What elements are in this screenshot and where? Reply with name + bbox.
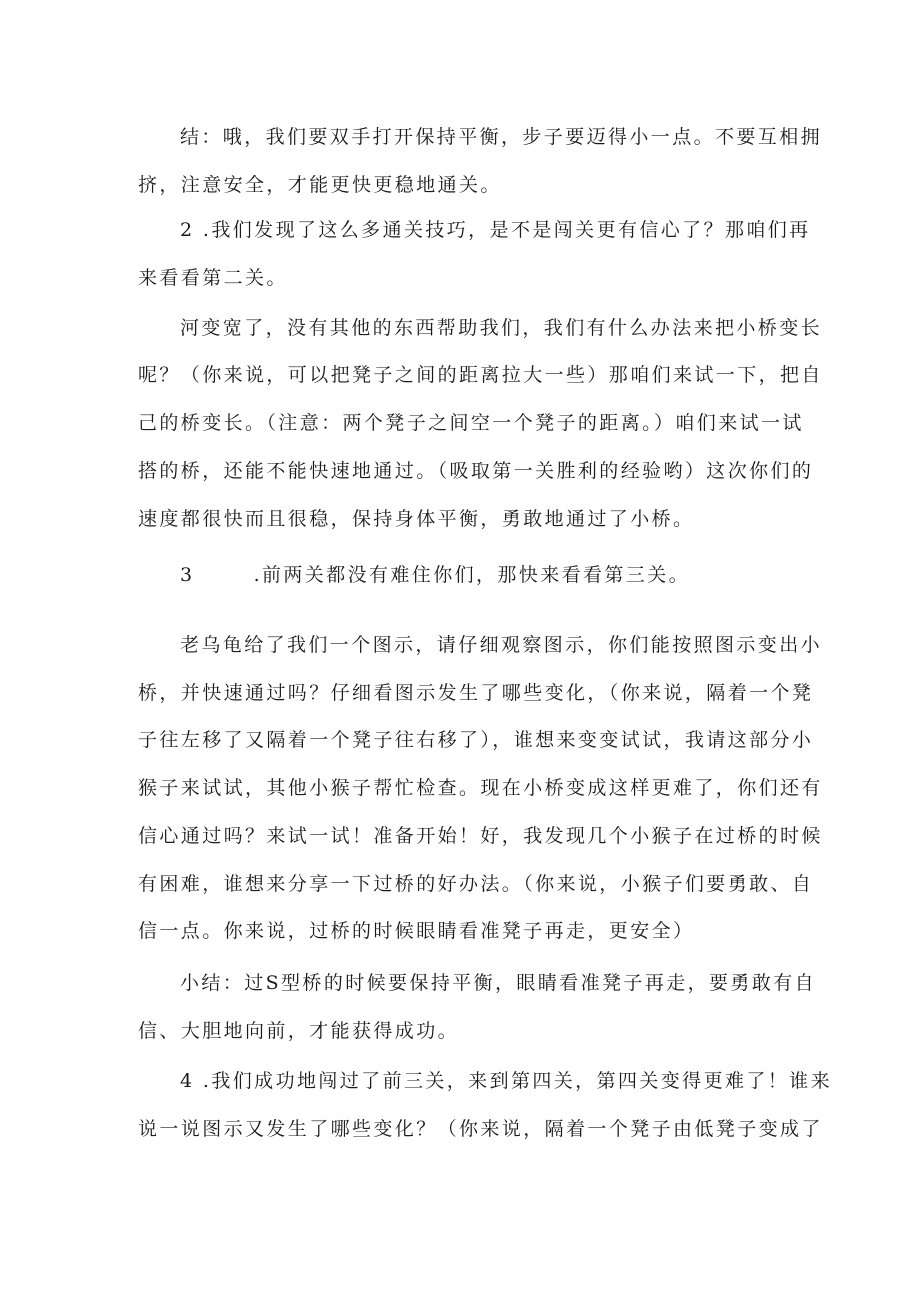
text-line: 结：哦，我们要双手打开保持平衡，步子要迈得小一点。不要互相拥 bbox=[180, 126, 823, 148]
text-line: 己的桥变长。（注意：两个凳子之间空一个凳子的距离。）咱们来试一试 bbox=[138, 412, 804, 434]
text-line: 2 .我们发现了这么多通关技巧，是不是闯关更有信心了？那咱们再 bbox=[180, 219, 811, 241]
text-line: 呢？（你来说，可以把凳子之间的距离拉大一些）那咱们来试一下，把自 bbox=[138, 364, 823, 386]
text-line: 4 .我们成功地闯过了前三关，来到第四关，第四关变得更难了！谁来 bbox=[180, 1070, 832, 1092]
text-line: 信一点。你来说，过桥的时候眼睛看准凳子再走，更安全） bbox=[138, 920, 695, 942]
text-line: 老乌龟给了我们一个图示，请仔细观察图示，你们能按照图示变出小 bbox=[180, 634, 823, 656]
text-line: 有困难，谁想来分享一下过桥的好办法。（你来说，小猴子们要勇敢、自 bbox=[138, 873, 814, 895]
text-line: 子往左移了又隔着一个凳子往右移了），谁想来变变试试，我请这部分小 bbox=[138, 729, 814, 751]
text-line: 信、大胆地向前，才能获得成功。 bbox=[138, 1020, 460, 1042]
text-line: 挤，注意安全，才能更快更稳地通关。 bbox=[138, 174, 502, 196]
text-line: 来看看第二关。 bbox=[138, 267, 288, 289]
text-line: 河变宽了，没有其他的东西帮助我们，我们有什么办法来把小桥变长 bbox=[180, 317, 823, 339]
text-line: 信心通过吗？来试一试！准备开始！好，我发现几个小猴子在过桥的时候 bbox=[138, 825, 823, 847]
text-line: 小结：过S型桥的时候要保持平衡，眼睛看准凳子再走，要勇敢有自 bbox=[180, 972, 817, 994]
text-line: 猴子来试试，其他小猴子帮忙检查。现在小桥变成这样更难了，你们还有 bbox=[138, 777, 823, 799]
text-line: 搭的桥，还能不能快速地通过。（吸取第一关胜利的经验哟）这次你们的 bbox=[138, 460, 814, 482]
text-line: 速度都很快而且很稳，保持身体平衡，勇敢地通过了小桥。 bbox=[138, 508, 695, 530]
text-line: 3 .前两关都没有难住你们，那快来看看第三关。 bbox=[180, 564, 691, 586]
text-line: 桥，并快速通过吗？仔细看图示发生了哪些变化，（你来说，隔着一个凳 bbox=[138, 682, 814, 704]
text-line: 说一说图示又发生了哪些变化？（你来说，隔着一个凳子由低凳子变成了 bbox=[138, 1118, 823, 1140]
